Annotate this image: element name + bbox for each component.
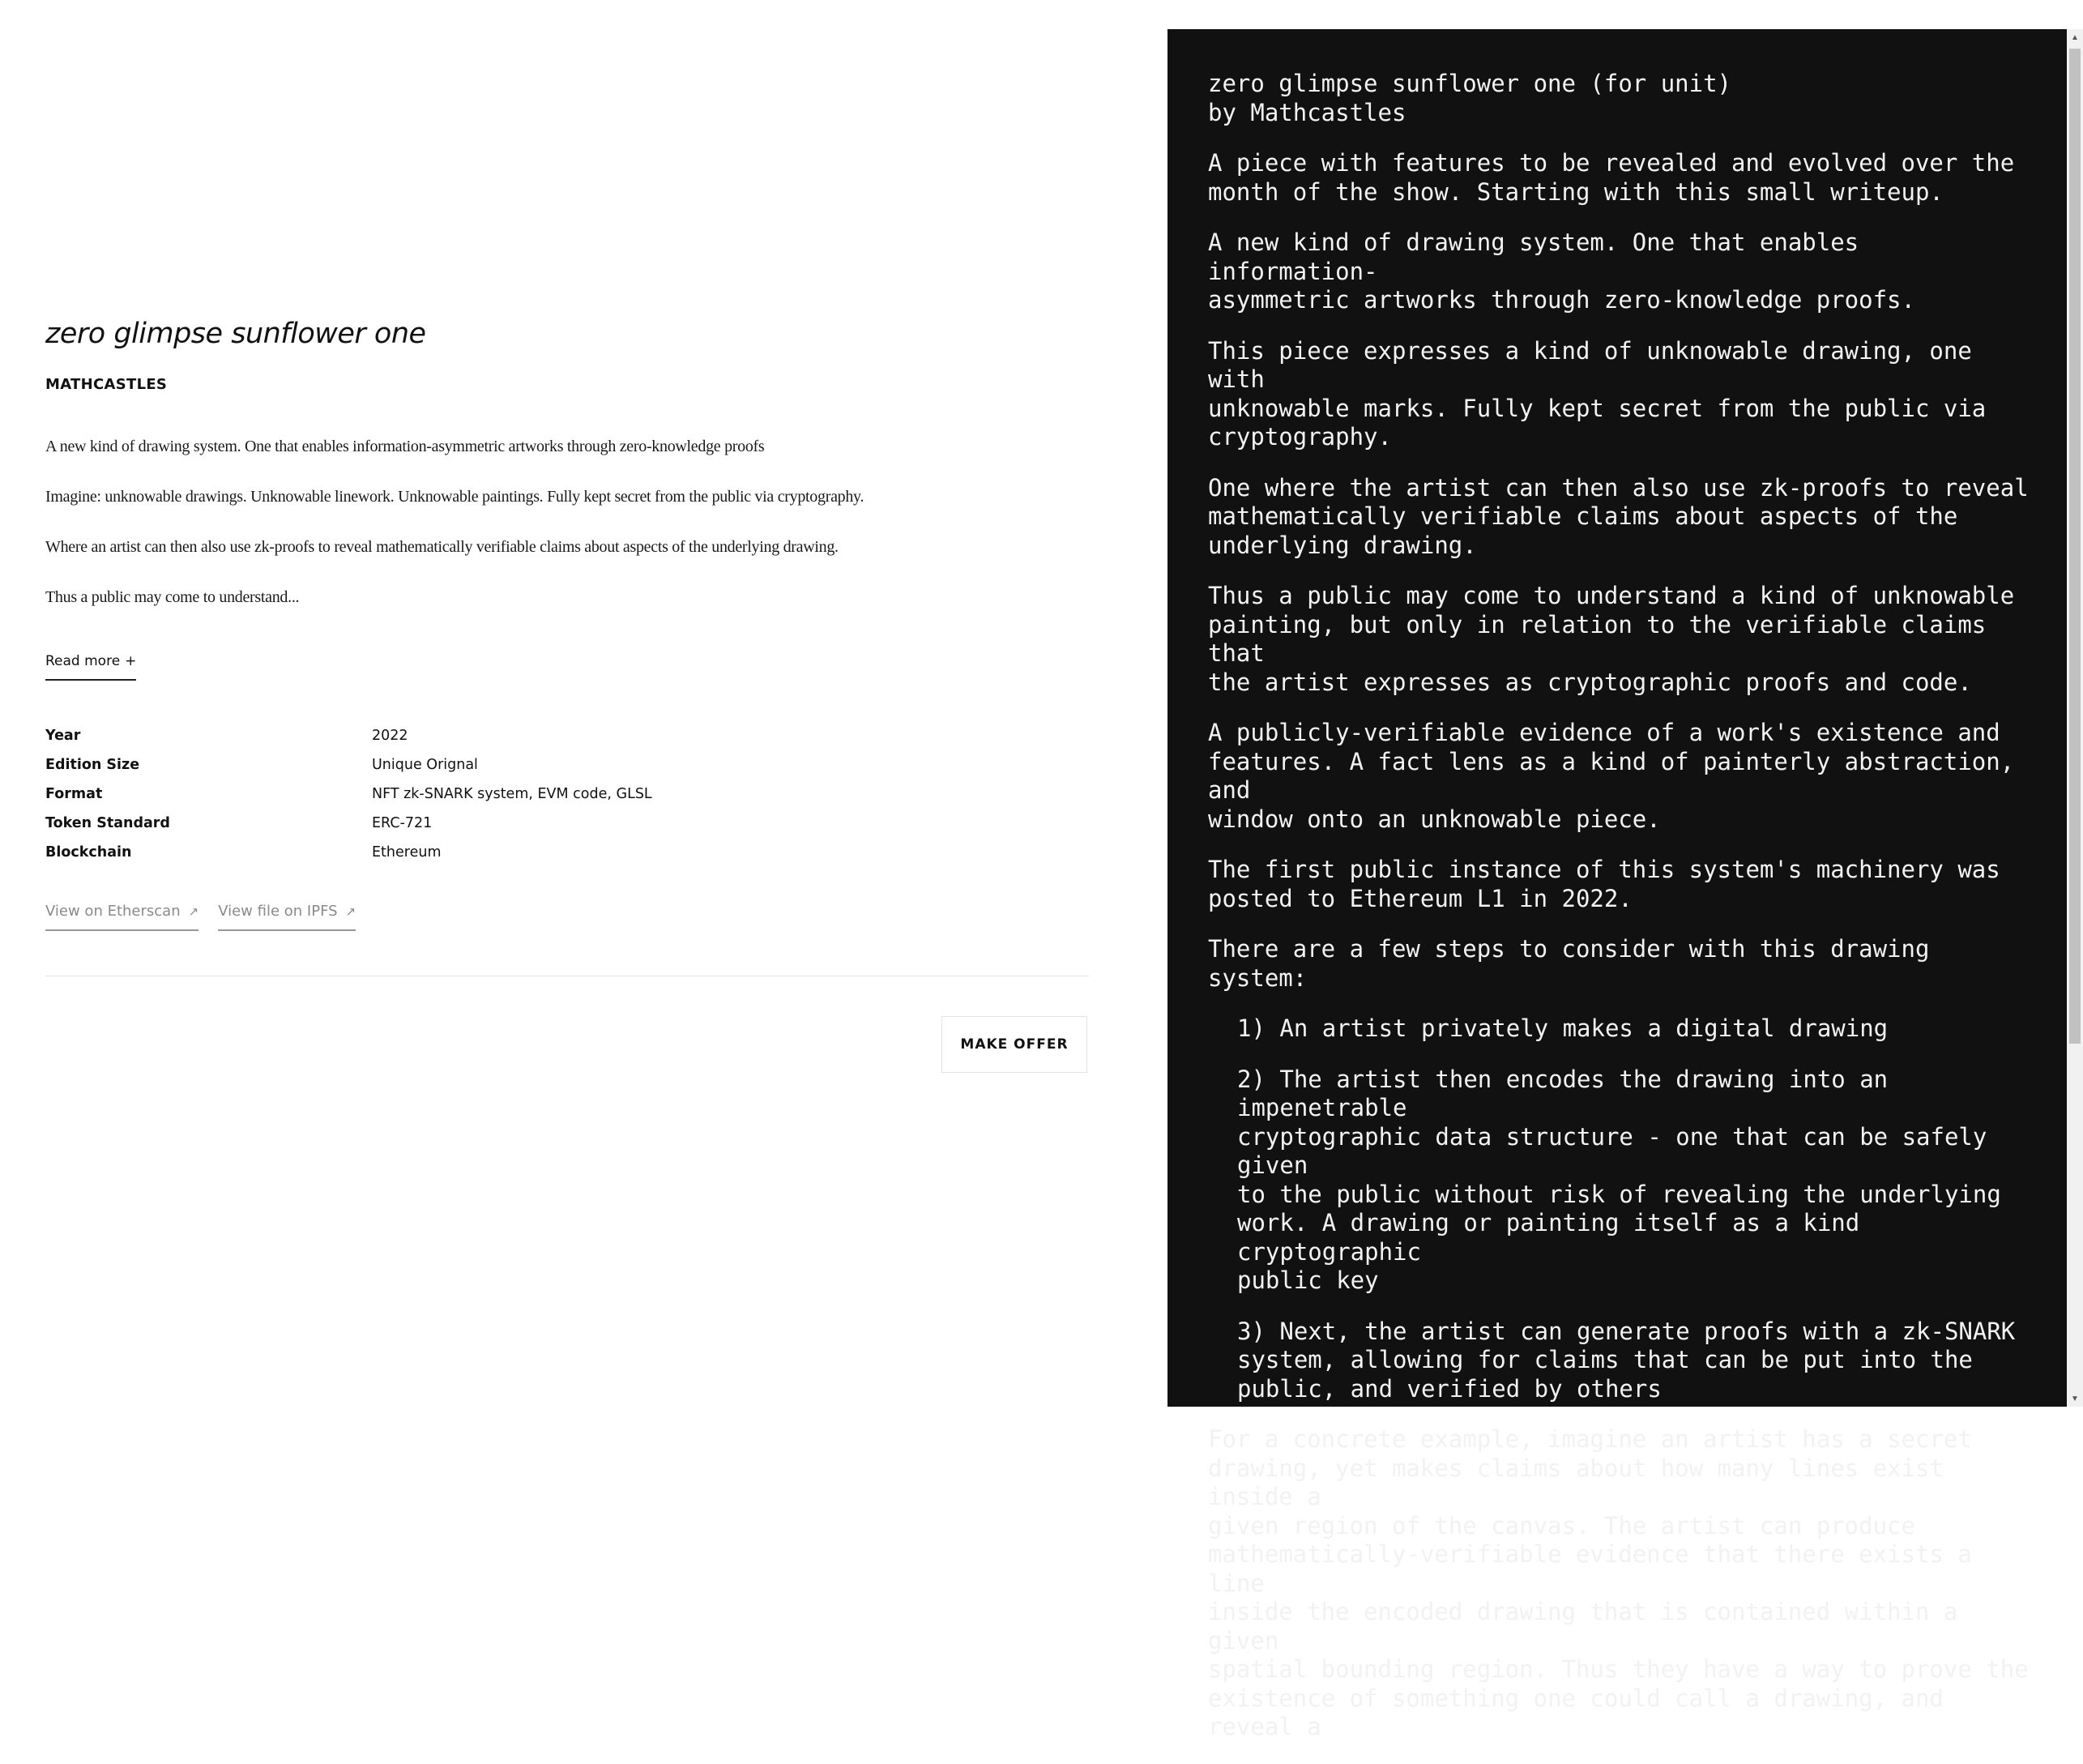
panel-paragraph <box>1208 856 2042 913</box>
panel-line: drawing, yet makes claims about how many lines exist inside a <box>1208 1454 1944 1510</box>
details-row-format <box>45 781 775 810</box>
external-links <box>45 903 356 931</box>
panel-content <box>1208 70 2042 1764</box>
panel-line: unknowable marks. Fully kept secret from the public via <box>1208 394 1987 422</box>
details-row-edition-size <box>45 752 775 781</box>
etherscan-link-label: View on Etherscan <box>45 903 181 920</box>
panel-line: For a concrete example, imagine an artist has a secret <box>1208 1425 1972 1453</box>
panel-line: A piece with features to be revealed and evolved over the <box>1208 149 2015 177</box>
panel-paragraph <box>1208 149 2042 207</box>
details-row-token-standard <box>45 810 775 839</box>
view-on-etherscan-link[interactable] <box>45 903 198 931</box>
description-paragraph: Imagine: unknowable drawings. Unknowable linework. Unknowable paintings. Fully kept secret from the public via cryptography. <box>45 488 864 506</box>
panel-paragraph <box>1208 474 2042 561</box>
panel-line: cryptographic data structure - one that can be safely given <box>1237 1122 1987 1179</box>
details-value: 2022 <box>372 728 408 744</box>
panel-line: A new kind of drawing system. One that enables information- <box>1208 229 1859 285</box>
panel-line: underlying drawing. <box>1208 531 1477 559</box>
panel-line: mathematically-verifiable evidence that there exists a line <box>1208 1540 1972 1597</box>
artwork-text-panel[interactable] <box>1167 29 2067 1741</box>
panel-line: inside the encoded drawing that is contained within a given <box>1208 1598 1958 1655</box>
panel-paragraph <box>1208 337 2042 452</box>
details-value: Unique Orignal <box>372 757 478 773</box>
read-more-label: Read more <box>45 653 121 669</box>
panel-line: A publicly-verifiable evidence of a work's existence and <box>1208 719 2000 746</box>
panel-line: given region of the canvas. The artist can produce <box>1208 1511 1915 1540</box>
description-paragraph: Where an artist can then also use zk-proofs to reveal mathematically verifiable claims about aspects of the underlying drawing. <box>45 538 839 556</box>
details-row-blockchain <box>45 839 775 869</box>
details-key: Blockchain <box>45 844 132 861</box>
details-value: ERC-721 <box>372 815 433 831</box>
panel-line: to the public without risk of revealing the underlying <box>1237 1180 2001 1208</box>
panel-line: 3) Next, the artist can generate proofs with a zk-SNARK <box>1237 1317 2016 1345</box>
panel-line: spatial bounding region. Thus they have a way to prove the <box>1208 1655 2029 1683</box>
panel-line: month of the show. Starting with this small writeup. <box>1208 177 1944 206</box>
view-file-on-ipfs-link[interactable] <box>218 903 356 931</box>
panel-paragraph <box>1208 719 2042 834</box>
ipfs-link-label: View file on IPFS <box>218 903 338 920</box>
panel-line: the artist expresses as cryptographic proofs and code. <box>1208 668 1972 696</box>
panel-line: posted to Ethereum L1 in 2022. <box>1208 884 1633 912</box>
details-key: Format <box>45 786 103 802</box>
panel-header-byline: by Mathcastles <box>1208 98 1406 126</box>
panel-line: cryptography. <box>1208 423 1392 451</box>
panel-step <box>1208 1066 2042 1296</box>
panel-paragraph <box>1208 229 2042 315</box>
panel-line: system, allowing for claims that can be put into the <box>1237 1346 1973 1373</box>
panel-line: painting, but only in relation to the verifiable claims that <box>1208 610 1987 667</box>
panel-line: The first public instance of this system's machinery was <box>1208 856 2000 883</box>
details-key: Edition Size <box>45 757 140 773</box>
panel-line: 2) The artist then encodes the drawing into an impenetrable <box>1237 1065 1889 1121</box>
panel-paragraph <box>1208 935 2042 993</box>
scroll-up-icon[interactable]: ▲ <box>2071 32 2079 42</box>
panel-line: existence of something one could call a drawing, and reveal a <box>1208 1684 1944 1741</box>
read-more-button[interactable] <box>45 653 136 681</box>
details-value: NFT zk-SNARK system, EVM code, GLSL <box>372 786 652 802</box>
panel-line: window onto an unknowable piece. <box>1208 805 1661 833</box>
panel-line: work. A drawing or painting itself as a kind cryptographic <box>1237 1209 1860 1266</box>
panel-line: public, and verified by others <box>1237 1374 1662 1403</box>
panel-line: 1) An artist privately makes a digital drawing <box>1237 1014 1889 1042</box>
description-paragraph: A new kind of drawing system. One that enables information-asymmetric artworks through zero-knowledge proofs <box>45 438 765 455</box>
details-table <box>45 723 775 869</box>
panel-paragraph <box>1208 582 2042 697</box>
details-key: Token Standard <box>45 815 170 831</box>
details-key: Year <box>45 728 81 744</box>
panel-step <box>1208 1014 2042 1044</box>
panel-line: public key <box>1237 1266 1379 1294</box>
panel-header-title: zero glimpse sunflower one (for unit) <box>1208 70 1732 97</box>
external-arrow-icon: ↗ <box>188 904 199 919</box>
details-value: Ethereum <box>372 844 442 861</box>
panel-line: There are a few steps to consider with this drawing system: <box>1208 935 1930 992</box>
artist-name[interactable]: MATHCASTLES <box>45 376 168 393</box>
description-paragraph: Thus a public may come to understand... <box>45 588 300 606</box>
plus-icon: + <box>125 653 137 669</box>
panel-scrollbar[interactable] <box>2067 29 2083 1407</box>
details-row-year <box>45 723 775 752</box>
make-offer-button[interactable]: MAKE OFFER <box>941 1016 1087 1073</box>
panel-header <box>1208 70 2042 127</box>
panel-line: features. A fact lens as a kind of painterly abstraction, and <box>1208 747 2015 804</box>
panel-line: One where the artist can then also use zk-proofs to reveal <box>1208 473 2029 502</box>
external-arrow-icon: ↗ <box>345 904 356 919</box>
panel-paragraph <box>1208 1425 2042 1742</box>
artwork-info <box>45 0 1089 1436</box>
panel-line: Thus a public may come to understand a kind of unknowable <box>1208 582 2015 609</box>
panel-line: mathematically verifiable claims about aspects of the <box>1208 502 1958 530</box>
artwork-title: zero glimpse sunflower one <box>45 318 426 350</box>
panel-step <box>1208 1318 2042 1404</box>
scroll-down-icon[interactable]: ▼ <box>2071 1394 2079 1403</box>
scrollbar-thumb[interactable] <box>2069 49 2081 1044</box>
panel-line: asymmetric artworks through zero-knowledge proofs. <box>1208 286 1915 314</box>
panel-line: This piece expresses a kind of unknowable drawing, one with <box>1208 336 1972 393</box>
